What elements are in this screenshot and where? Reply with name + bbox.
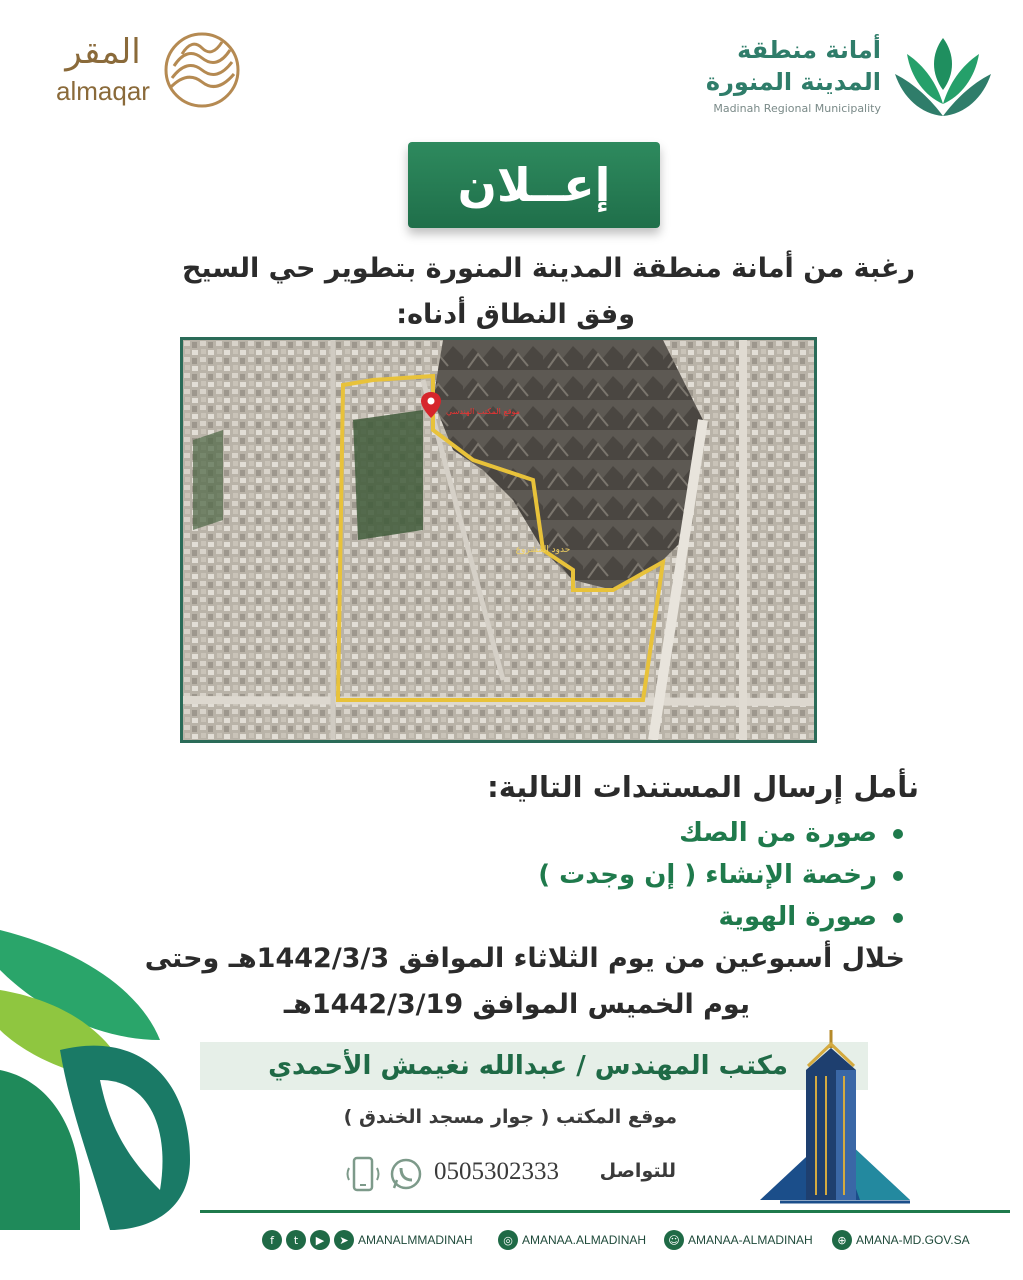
office-name: مكتب المهندس / عبدالله نغيمش الأحمدي <box>268 1051 788 1081</box>
map-boundary-label: حدود المشروع <box>515 545 571 555</box>
website-url[interactable]: AMANA-MD.GOV.SA <box>856 1233 970 1247</box>
satellite-map <box>180 337 817 743</box>
contact-row <box>346 1150 676 1198</box>
period-line1: خلال أسبوعين من يوم الثلاثاء الموافق 1442/3/3هـ وحتى <box>144 943 905 974</box>
youtube-icon[interactable]: ▶ <box>310 1230 330 1250</box>
list-item: رخصة الإنشاء ( إن وجدت ) <box>503 854 903 896</box>
amana-name-english: Madinah Regional Municipality <box>713 102 881 115</box>
map-location-label: موقع المكتب الهندسي <box>446 407 520 416</box>
announcement-banner <box>408 142 660 228</box>
building-tower-icon <box>760 1030 910 1205</box>
office-location: موقع المكتب ( جوار مسجد الخندق ) <box>343 1106 677 1128</box>
intro-line2: وفق النطاق أدناه: <box>396 299 635 330</box>
instagram-link[interactable] <box>498 1226 646 1254</box>
requirements-list <box>503 812 903 938</box>
map-image <box>183 340 814 740</box>
whatsapp-icon <box>388 1156 424 1192</box>
almaqar-name-english: almaqar <box>56 76 150 106</box>
instagram-handle[interactable]: AMANAA.ALMADINAH <box>522 1233 647 1247</box>
footer-divider <box>200 1210 1010 1213</box>
almaqar-logo <box>50 30 250 110</box>
intro-line1: رغبة من أمانة منطقة المدينة المنورة بتطوير حي السيح <box>181 253 915 284</box>
social-handle[interactable]: AMANALMMADINAH <box>358 1233 473 1247</box>
snapchat-link[interactable] <box>664 1226 813 1254</box>
decorative-leaves-icon <box>0 930 210 1230</box>
amana-name-line2: المدينة المنورة <box>705 68 881 96</box>
amana-logo <box>593 30 993 120</box>
instagram-icon[interactable]: ◎ <box>498 1230 518 1250</box>
list-item: صورة الهوية <box>503 896 903 938</box>
footer <box>262 1226 982 1254</box>
telegram-icon[interactable]: ➤ <box>334 1230 354 1250</box>
snapchat-handle[interactable]: AMANAA-ALMADINAH <box>688 1233 813 1247</box>
amana-name-line1: أمانة منطقة <box>737 36 881 64</box>
contact-label: للتواصل <box>599 1160 676 1182</box>
phone-number: 0505302333 <box>434 1158 559 1185</box>
phone-icon <box>346 1154 382 1194</box>
bullet-icon <box>893 871 903 881</box>
bullet-icon <box>893 913 903 923</box>
globe-icon[interactable]: ⊕ <box>832 1230 852 1250</box>
almaqar-emblem-icon <box>162 30 242 110</box>
amana-emblem-icon <box>893 34 993 118</box>
requirements-title: نأمل إرسال المستندات التالية: <box>487 770 919 804</box>
period-line2: يوم الخميس الموافق 1442/3/19هـ <box>283 989 750 1020</box>
twitter-icon[interactable]: t <box>286 1230 306 1250</box>
bullet-icon <box>893 829 903 839</box>
social-links-main[interactable] <box>262 1226 473 1254</box>
announcement-title: إعــلان <box>457 158 611 212</box>
snapchat-icon[interactable]: ☺ <box>664 1230 684 1250</box>
website-link[interactable] <box>832 1226 970 1254</box>
list-item: صورة من الصك <box>503 812 903 854</box>
facebook-icon[interactable]: f <box>262 1230 282 1250</box>
intro-text <box>95 246 915 338</box>
almaqar-name-arabic: المقر <box>65 32 141 72</box>
